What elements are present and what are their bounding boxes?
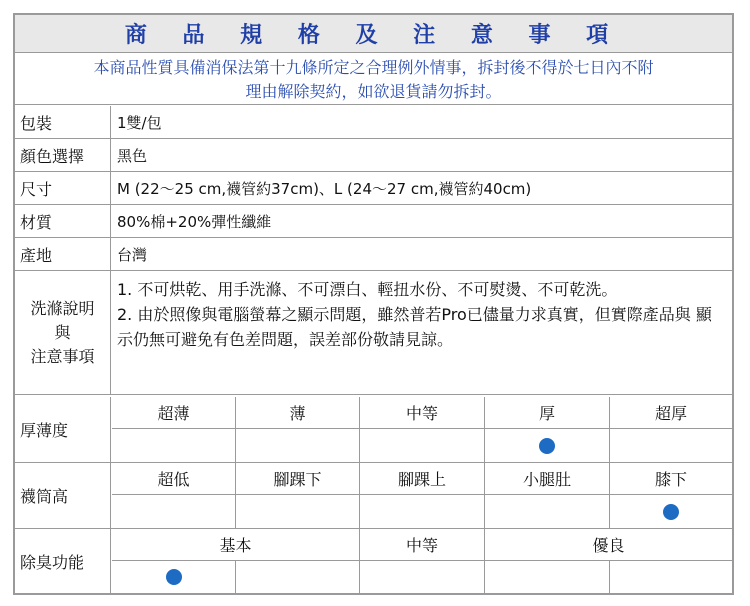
rating-option: 中等 (360, 529, 485, 561)
sock-height-rating (15, 463, 732, 529)
spec-value: 黑色 (117, 146, 148, 165)
rating-option: 基本 (112, 529, 360, 561)
spec-row-color (15, 139, 732, 172)
spec-label: 產地 (15, 238, 111, 270)
spec-value: 台灣 (117, 245, 148, 264)
selected-marker-dot (539, 438, 555, 454)
return-policy-notice (15, 53, 732, 105)
notice-line-2: 理由解除契約，如欲退貨請勿拆封。 (245, 82, 502, 101)
rating-option: 薄 (236, 397, 360, 429)
rating-marker-cell (236, 561, 360, 593)
rating-marker-cell (485, 561, 610, 593)
spec-value: 80%棉+20%彈性纖維 (117, 212, 272, 231)
thickness-rating (15, 397, 732, 463)
rating-marker-cell (360, 429, 485, 462)
selected-marker-dot (663, 504, 679, 520)
rating-option: 超薄 (112, 397, 236, 429)
rating-option: 超厚 (610, 397, 732, 429)
rating-marker-cell (610, 429, 732, 462)
spec-value: M (22～25 cm,襪管約37cm)、L (24～27 cm,襪管約40cm) (117, 179, 532, 198)
rating-option: 超低 (112, 463, 236, 495)
spec-row-material (15, 205, 732, 238)
rating-marker-cell (610, 495, 732, 528)
rating-marker-cell (610, 561, 732, 593)
rating-option: 腳踝上 (360, 463, 485, 495)
spec-row-origin (15, 238, 732, 271)
spec-label: 包裝 (15, 106, 111, 138)
care-instructions (117, 277, 714, 352)
rating-marker-cell (112, 495, 236, 528)
spec-row-size (15, 172, 732, 205)
rating-marker-cell (236, 495, 360, 528)
rating-marker-cell (112, 429, 236, 462)
rating-marker-cell (360, 495, 485, 528)
spec-row-packaging (15, 106, 732, 139)
spec-label: 顏色選擇 (15, 139, 111, 171)
rating-label: 除臭功能 (15, 529, 111, 593)
spec-label: 材質 (15, 205, 111, 237)
rating-marker-cell (485, 495, 610, 528)
deodorant-rating (15, 529, 732, 593)
rating-marker-cell (360, 561, 485, 593)
rating-label: 襪筒高 (15, 463, 111, 528)
care-item-1: 1. 不可烘乾、用手洗滌、不可漂白、輕扭水份、不可熨燙、不可乾洗。 (117, 280, 618, 299)
rating-marker-cell (485, 429, 610, 462)
rating-option: 優良 (485, 529, 732, 561)
selected-marker-dot (166, 569, 182, 585)
care-row (15, 271, 732, 395)
care-label: 洗滌說明 與 注意事項 (15, 271, 111, 394)
rating-option: 中等 (360, 397, 485, 429)
rating-marker-cell (236, 429, 360, 462)
rating-marker-cell (112, 561, 236, 593)
rating-option: 小腿肚 (485, 463, 610, 495)
notice-line-1: 本商品性質具備消保法第十九條所定之合理例外情事，拆封後不得於七日內不附 (93, 58, 654, 77)
sheet-title: 商 品 規 格 及 注 意 事 項 (15, 15, 732, 53)
spec-label: 尺寸 (15, 172, 111, 204)
spec-value: 1雙/包 (117, 113, 162, 132)
rating-label: 厚薄度 (15, 397, 111, 462)
rating-option: 腳踝下 (236, 463, 360, 495)
care-item-2: 2. 由於照像與電腦螢幕之顯示問題，雖然普若Pro已儘量力求真實，但實際產品與 顯示仍無可避免有色差問題，誤差部份敬請見諒。 (117, 305, 712, 349)
rating-option: 厚 (485, 397, 610, 429)
rating-option: 膝下 (610, 463, 732, 495)
product-spec-sheet (13, 13, 734, 595)
